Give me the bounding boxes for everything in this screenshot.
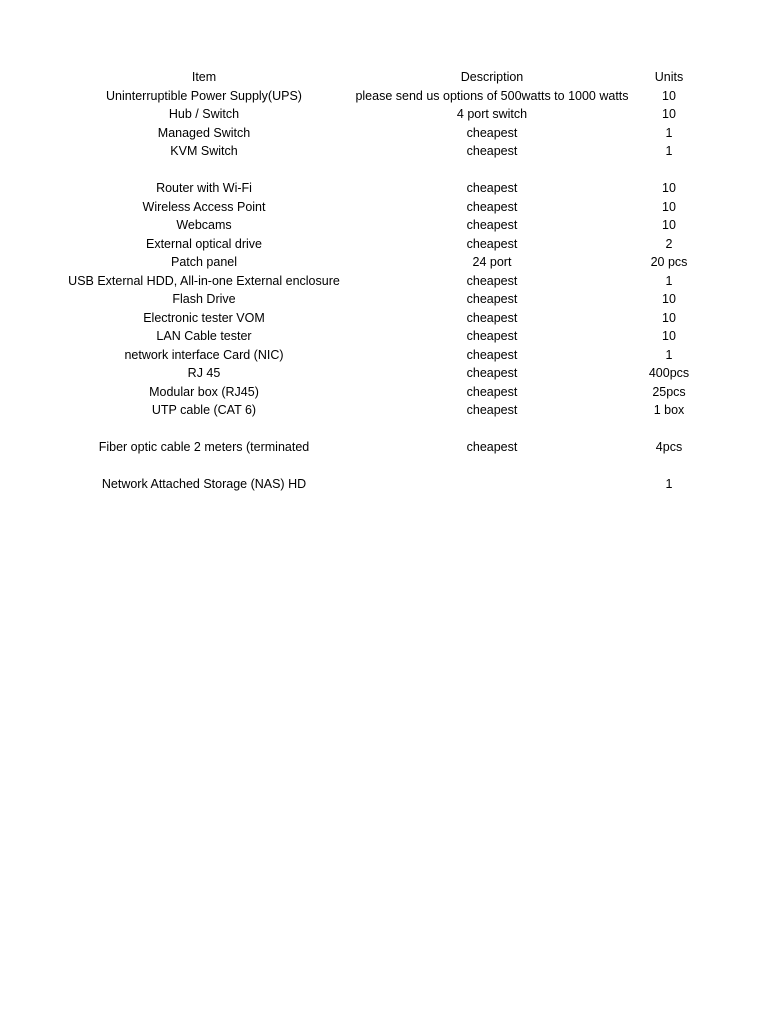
- header-description: Description: [460, 70, 524, 84]
- table-row: [0, 124, 768, 143]
- units-cell: 10: [662, 181, 676, 195]
- units-cell: 20 pcs: [650, 255, 688, 269]
- empty-row: [0, 420, 768, 439]
- table-row: [0, 87, 768, 106]
- description-cell: cheapest: [466, 181, 518, 195]
- units-cell: 1: [665, 347, 673, 362]
- item-cell: Network Attached Storage (NAS) HD: [101, 477, 307, 491]
- table-row: [0, 179, 768, 198]
- table-row: [0, 290, 768, 309]
- table-row: [0, 438, 768, 457]
- item-cell: Fiber optic cable 2 meters (terminated: [98, 440, 310, 454]
- units-cell: 1: [665, 273, 673, 288]
- description-cell: cheapest: [466, 236, 518, 251]
- item-cell: Modular box (RJ45): [149, 384, 259, 399]
- units-cell: 10: [662, 310, 676, 325]
- description-cell: cheapest: [466, 273, 518, 288]
- table-row: [0, 346, 768, 365]
- units-cell: 10: [662, 107, 676, 121]
- item-cell: Patch panel: [170, 255, 238, 269]
- empty-row: [0, 161, 768, 180]
- units-cell: 10: [662, 218, 676, 232]
- item-cell: KVM Switch: [170, 144, 238, 158]
- item-cell: Managed Switch: [157, 125, 251, 140]
- units-cell: 25pcs: [652, 384, 686, 399]
- header-item: Item: [191, 70, 217, 84]
- item-cell: Router with Wi-Fi: [156, 181, 252, 195]
- description-cell: 4 port switch: [456, 107, 528, 121]
- table-row: [0, 216, 768, 235]
- item-cell: Electronic tester VOM: [143, 310, 265, 325]
- empty-row: [0, 457, 768, 476]
- item-cell: RJ 45: [187, 366, 221, 380]
- units-cell: 1: [665, 125, 673, 140]
- description-cell: cheapest: [466, 384, 518, 399]
- spreadsheet-table: [0, 68, 768, 494]
- description-cell: cheapest: [466, 403, 518, 417]
- table-row: [0, 105, 768, 124]
- description-cell: cheapest: [466, 310, 518, 325]
- description-cell: cheapest: [466, 366, 518, 380]
- units-cell: 400pcs: [648, 366, 690, 380]
- table-row: [0, 272, 768, 291]
- units-cell: 4pcs: [655, 440, 683, 454]
- table-row: [0, 475, 768, 494]
- item-cell: LAN Cable tester: [156, 329, 252, 343]
- description-cell: please send us options of 500watts to 1000 watts: [355, 88, 629, 103]
- description-cell: cheapest: [466, 347, 518, 362]
- units-cell: 2: [665, 236, 673, 251]
- item-cell: Hub / Switch: [168, 107, 240, 121]
- units-cell: 1 box: [653, 403, 685, 417]
- item-cell: Webcams: [176, 218, 232, 232]
- description-cell: cheapest: [466, 218, 518, 232]
- units-cell: 10: [662, 199, 676, 214]
- table-row: [0, 364, 768, 383]
- units-cell: 1: [665, 477, 673, 491]
- table-row: [0, 309, 768, 328]
- table-row: [0, 235, 768, 254]
- item-cell: network interface Card (NIC): [124, 347, 284, 362]
- units-cell: 1: [665, 144, 673, 158]
- description-cell: cheapest: [466, 329, 518, 343]
- header-row: [0, 68, 768, 87]
- item-cell: Flash Drive: [172, 292, 236, 306]
- table-row: [0, 198, 768, 217]
- table-row: [0, 253, 768, 272]
- units-cell: 10: [662, 329, 676, 343]
- item-cell: USB External HDD, All-in-one External enclosure: [68, 273, 340, 288]
- units-cell: 10: [662, 292, 676, 306]
- item-cell: UTP cable (CAT 6): [151, 403, 257, 417]
- table-row: [0, 383, 768, 402]
- description-cell: 24 port: [472, 255, 512, 269]
- description-cell: cheapest: [466, 199, 518, 214]
- table-row: [0, 327, 768, 346]
- description-cell: cheapest: [466, 292, 518, 306]
- item-cell: External optical drive: [145, 236, 263, 251]
- table-row: [0, 142, 768, 161]
- table-row: [0, 401, 768, 420]
- description-cell: cheapest: [466, 144, 518, 158]
- units-cell: 10: [662, 88, 676, 103]
- description-cell: cheapest: [466, 125, 518, 140]
- description-cell: cheapest: [466, 440, 518, 454]
- item-cell: Wireless Access Point: [142, 199, 266, 214]
- header-units: Units: [654, 70, 684, 84]
- item-cell: Uninterruptible Power Supply(UPS): [106, 88, 302, 103]
